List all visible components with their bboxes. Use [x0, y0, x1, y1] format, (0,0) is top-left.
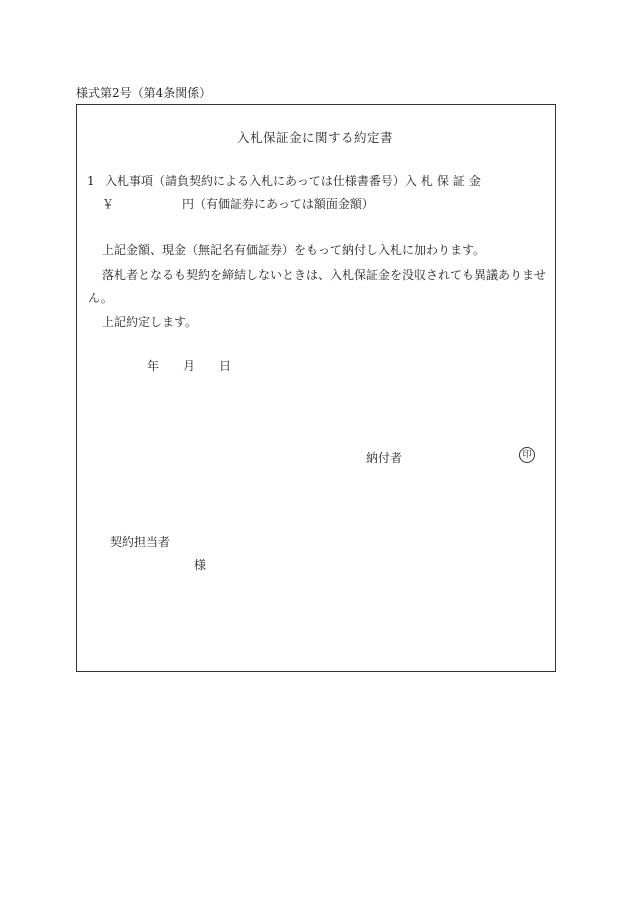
- paragraph-forfeit-line2: ん。: [88, 291, 113, 305]
- paragraph-agreement: 上記約定します。: [102, 315, 198, 329]
- date-month: 月: [183, 359, 196, 373]
- contract-officer-label: 契約担当者: [110, 535, 171, 549]
- yen-mark: ￥: [102, 197, 115, 211]
- date-line: [147, 357, 231, 374]
- deposit-label: 入札保証金: [404, 174, 485, 188]
- bid-item-text: 入札事項（請負契約による入札にあっては仕様書番号）: [105, 174, 405, 188]
- paragraph-forfeit-line1: 落札者となるも契約を締結しないときは、入札保証金を没収されても異議ありませ: [102, 268, 547, 282]
- item-number: 1: [87, 174, 95, 188]
- document-frame: [76, 104, 556, 672]
- document-title: 入札保証金に関する約定書: [236, 130, 393, 145]
- payer-label: 納付者: [366, 451, 403, 465]
- form-number: 様式第2号（第4条関係）: [76, 86, 212, 100]
- amount-unit-text: 円（有価証券にあっては額面金額）: [182, 197, 374, 211]
- amount-line: [102, 195, 374, 212]
- honorific-label: 様: [194, 558, 207, 572]
- bid-item-line: [87, 172, 485, 189]
- date-year: 年: [147, 359, 160, 373]
- date-day: 日: [219, 359, 232, 373]
- paragraph-payment: 上記金額、現金（無記名有価証券）をもって納付し入札に加わります。: [102, 243, 486, 257]
- seal-icon: 印: [519, 447, 535, 463]
